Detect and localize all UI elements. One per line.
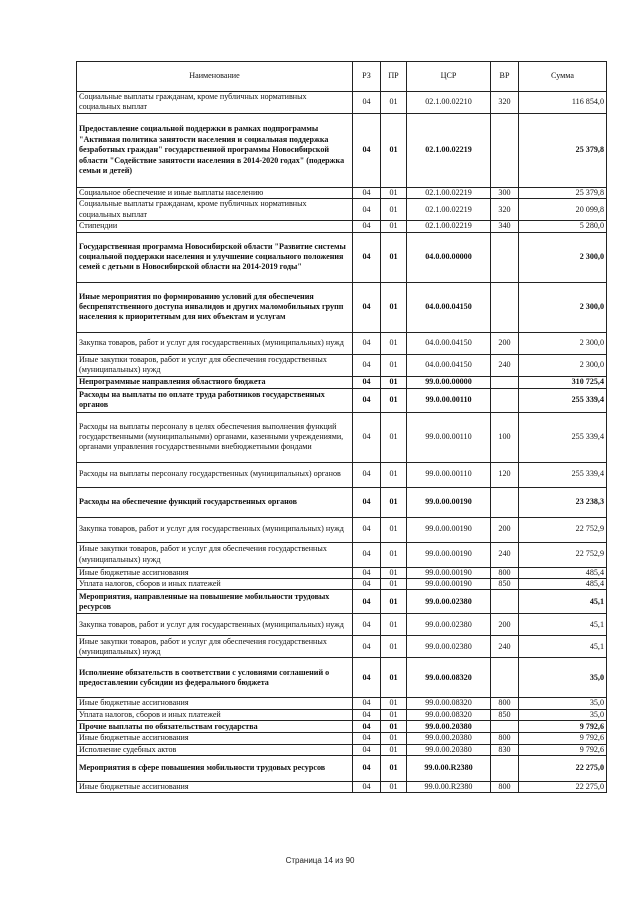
table-row (77, 590, 607, 614)
cell-pr: 01 (381, 388, 407, 412)
cell-rz: 04 (353, 487, 381, 517)
cell-rz: 04 (353, 282, 381, 332)
cell-vr: 800 (491, 782, 519, 793)
cell-csr: 99.0.00.20380 (407, 744, 491, 755)
cell-pr: 01 (381, 698, 407, 709)
table-row (77, 709, 607, 720)
cell-sum: 5 280,0 (519, 221, 607, 232)
cell-name: Иные закупки товаров, работ и услуг для обеспечения государственных (муниципальных) нужд (77, 636, 353, 658)
cell-sum: 22 275,0 (519, 756, 607, 782)
cell-name: Закупка товаров, работ и услуг для государственных (муниципальных) нужд (77, 332, 353, 354)
cell-pr: 01 (381, 462, 407, 487)
cell-name: Уплата налогов, сборов и иных платежей (77, 709, 353, 720)
cell-csr: 99.0.00.R2380 (407, 756, 491, 782)
cell-pr: 01 (381, 113, 407, 187)
table-row (77, 614, 607, 636)
cell-csr: 99.0.00.08320 (407, 698, 491, 709)
cell-rz: 04 (353, 744, 381, 755)
table-row (77, 376, 607, 388)
cell-sum: 22 752,9 (519, 517, 607, 542)
cell-name: Государственная программа Новосибирской области "Развитие системы социальной поддержки населения и улучшение социального положения семей с детьми в Новосибирской области на 2014-2019 годы" (77, 232, 353, 282)
cell-vr: 850 (491, 709, 519, 720)
cell-pr: 01 (381, 744, 407, 755)
cell-rz: 04 (353, 388, 381, 412)
page-number: Страница 14 из 90 (285, 856, 355, 865)
cell-rz: 04 (353, 113, 381, 187)
table-row (77, 658, 607, 698)
cell-pr: 01 (381, 517, 407, 542)
cell-rz: 04 (353, 614, 381, 636)
table-row (77, 733, 607, 744)
cell-name: Иные бюджетные ассигнования (77, 698, 353, 709)
cell-vr (491, 487, 519, 517)
table-row (77, 232, 607, 282)
cell-csr: 99.0.00.00110 (407, 462, 491, 487)
header-name: Наименование (77, 62, 353, 92)
cell-name: Социальные выплаты гражданам, кроме публичных нормативных социальных выплат (77, 92, 353, 114)
cell-vr: 830 (491, 744, 519, 755)
cell-sum: 25 379,8 (519, 113, 607, 187)
cell-vr: 200 (491, 614, 519, 636)
cell-vr: 200 (491, 332, 519, 354)
cell-sum: 116 854,0 (519, 92, 607, 114)
cell-rz: 04 (353, 462, 381, 487)
cell-vr (491, 282, 519, 332)
cell-rz: 04 (353, 517, 381, 542)
cell-csr: 99.0.00.02380 (407, 614, 491, 636)
cell-csr: 04.0.00.04150 (407, 332, 491, 354)
cell-csr: 99.0.00.08320 (407, 709, 491, 720)
table-row (77, 412, 607, 462)
cell-sum: 255 339,4 (519, 462, 607, 487)
table-row (77, 782, 607, 793)
cell-vr: 240 (491, 542, 519, 567)
table-row (77, 517, 607, 542)
cell-rz: 04 (353, 658, 381, 698)
cell-pr: 01 (381, 567, 407, 578)
cell-vr: 800 (491, 733, 519, 744)
cell-pr: 01 (381, 412, 407, 462)
cell-rz: 04 (353, 733, 381, 744)
cell-name: Иные бюджетные ассигнования (77, 567, 353, 578)
cell-vr: 320 (491, 199, 519, 221)
cell-name: Социальное обеспечение и иные выплаты населению (77, 187, 353, 198)
cell-pr: 01 (381, 221, 407, 232)
cell-rz: 04 (353, 332, 381, 354)
header-pr: ПР (381, 62, 407, 92)
cell-csr: 02.1.00.02219 (407, 113, 491, 187)
cell-sum: 9 792,6 (519, 744, 607, 755)
cell-sum: 310 725,4 (519, 376, 607, 388)
cell-pr: 01 (381, 187, 407, 198)
cell-name: Непрограммные направления областного бюджета (77, 376, 353, 388)
cell-csr: 99.0.00.00110 (407, 388, 491, 412)
cell-rz: 04 (353, 782, 381, 793)
table-row (77, 332, 607, 354)
cell-pr: 01 (381, 232, 407, 282)
table-row (77, 567, 607, 578)
header-vr: ВР (491, 62, 519, 92)
cell-vr: 200 (491, 517, 519, 542)
cell-sum: 22 752,9 (519, 542, 607, 567)
cell-pr: 01 (381, 332, 407, 354)
cell-pr: 01 (381, 376, 407, 388)
cell-name: Исполнение обязательств в соответствии с условиями соглашений о предоставлении субсидии из федерального бюджета (77, 658, 353, 698)
cell-vr: 850 (491, 579, 519, 590)
cell-sum: 22 275,0 (519, 782, 607, 793)
cell-csr: 99.0.00.20380 (407, 733, 491, 744)
cell-name: Мероприятия в сфере повышения мобильности трудовых ресурсов (77, 756, 353, 782)
cell-csr: 99.0.00.00190 (407, 579, 491, 590)
cell-rz: 04 (353, 232, 381, 282)
table-row (77, 721, 607, 733)
cell-csr: 04.0.00.04150 (407, 354, 491, 376)
table-body (77, 92, 607, 793)
cell-sum: 20 099,8 (519, 199, 607, 221)
cell-pr: 01 (381, 354, 407, 376)
cell-sum: 23 238,3 (519, 487, 607, 517)
cell-name: Стипендии (77, 221, 353, 232)
cell-name: Исполнение судебных актов (77, 744, 353, 755)
table-header-row (77, 62, 607, 92)
cell-vr (491, 721, 519, 733)
cell-pr: 01 (381, 542, 407, 567)
cell-sum: 35,0 (519, 709, 607, 720)
cell-sum: 9 792,6 (519, 721, 607, 733)
cell-rz: 04 (353, 376, 381, 388)
table-row (77, 636, 607, 658)
cell-csr: 99.0.00.08320 (407, 658, 491, 698)
cell-rz: 04 (353, 221, 381, 232)
cell-vr: 120 (491, 462, 519, 487)
cell-rz: 04 (353, 187, 381, 198)
cell-name: Расходы на выплаты по оплате труда работников государственных органов (77, 388, 353, 412)
cell-vr: 300 (491, 187, 519, 198)
cell-name: Прочие выплаты по обязательствам государства (77, 721, 353, 733)
cell-name: Иные закупки товаров, работ и услуг для обеспечения государственных (муниципальных) нужд (77, 542, 353, 567)
cell-pr: 01 (381, 782, 407, 793)
table-row (77, 542, 607, 567)
cell-sum: 35,0 (519, 658, 607, 698)
header-sum: Сумма (519, 62, 607, 92)
cell-vr (491, 376, 519, 388)
table-row (77, 698, 607, 709)
cell-pr: 01 (381, 92, 407, 114)
cell-pr: 01 (381, 756, 407, 782)
cell-pr: 01 (381, 282, 407, 332)
cell-sum: 2 300,0 (519, 232, 607, 282)
cell-rz: 04 (353, 721, 381, 733)
cell-sum: 45,1 (519, 590, 607, 614)
cell-rz: 04 (353, 756, 381, 782)
cell-vr: 800 (491, 567, 519, 578)
cell-name: Предоставление социальной поддержки в рамках подпрограммы "Активная политика занятости населения и социальная поддержка безработных граждан" государственной программы Новосибирской области "Содействие занятости населения в 2014-2020 годах" (подержка семьи и детей) (77, 113, 353, 187)
table-row (77, 221, 607, 232)
cell-csr: 99.0.00.00000 (407, 376, 491, 388)
cell-csr: 99.0.00.00190 (407, 517, 491, 542)
cell-name: Закупка товаров, работ и услуг для государственных (муниципальных) нужд (77, 517, 353, 542)
cell-rz: 04 (353, 636, 381, 658)
cell-vr: 240 (491, 636, 519, 658)
cell-rz: 04 (353, 567, 381, 578)
cell-pr: 01 (381, 487, 407, 517)
cell-csr: 99.0.00.02380 (407, 590, 491, 614)
table-row (77, 579, 607, 590)
table-row (77, 487, 607, 517)
cell-pr: 01 (381, 658, 407, 698)
cell-rz: 04 (353, 590, 381, 614)
cell-sum: 45,1 (519, 614, 607, 636)
cell-name: Иные бюджетные ассигнования (77, 782, 353, 793)
cell-vr (491, 113, 519, 187)
cell-vr (491, 232, 519, 282)
cell-name: Мероприятия, направленные на повышение мобильности трудовых ресурсов (77, 590, 353, 614)
cell-sum: 9 792,6 (519, 733, 607, 744)
cell-csr: 02.1.00.02219 (407, 187, 491, 198)
table-row (77, 354, 607, 376)
cell-name: Иные бюджетные ассигнования (77, 733, 353, 744)
cell-sum: 25 379,8 (519, 187, 607, 198)
table-row (77, 388, 607, 412)
cell-csr: 99.0.00.00190 (407, 487, 491, 517)
cell-rz: 04 (353, 199, 381, 221)
table-row (77, 744, 607, 755)
cell-sum: 45,1 (519, 636, 607, 658)
table-row (77, 462, 607, 487)
cell-csr: 02.1.00.02210 (407, 92, 491, 114)
cell-pr: 01 (381, 199, 407, 221)
cell-csr: 99.0.00.20380 (407, 721, 491, 733)
cell-csr: 99.0.00.02380 (407, 636, 491, 658)
cell-pr: 01 (381, 614, 407, 636)
cell-vr: 320 (491, 92, 519, 114)
cell-vr: 100 (491, 412, 519, 462)
cell-vr (491, 658, 519, 698)
cell-pr: 01 (381, 579, 407, 590)
cell-csr: 99.0.00.00190 (407, 542, 491, 567)
cell-name: Расходы на выплаты персоналу в целях обеспечения выполнения функций государственными (муниципальными) органами, казенными учреждениями, органами управления государственными внебюджетными фондами (77, 412, 353, 462)
cell-sum: 2 300,0 (519, 282, 607, 332)
cell-name: Социальные выплаты гражданам, кроме публичных нормативных социальных выплат (77, 199, 353, 221)
cell-rz: 04 (353, 698, 381, 709)
table-row (77, 92, 607, 114)
table-row (77, 756, 607, 782)
cell-rz: 04 (353, 92, 381, 114)
cell-rz: 04 (353, 542, 381, 567)
header-csr: ЦСР (407, 62, 491, 92)
cell-pr: 01 (381, 721, 407, 733)
cell-rz: 04 (353, 579, 381, 590)
cell-rz: 04 (353, 412, 381, 462)
cell-name: Расходы на обеспечение функций государственных органов (77, 487, 353, 517)
cell-vr: 800 (491, 698, 519, 709)
cell-pr: 01 (381, 709, 407, 720)
cell-vr: 340 (491, 221, 519, 232)
cell-csr: 99.0.00.00110 (407, 412, 491, 462)
cell-vr: 240 (491, 354, 519, 376)
table-row (77, 282, 607, 332)
table-row (77, 113, 607, 187)
cell-sum: 2 300,0 (519, 354, 607, 376)
cell-csr: 99.0.00.R2380 (407, 782, 491, 793)
cell-sum: 255 339,4 (519, 412, 607, 462)
budget-table (76, 61, 607, 793)
header-rz: РЗ (353, 62, 381, 92)
cell-csr: 04.0.00.04150 (407, 282, 491, 332)
cell-name: Уплата налогов, сборов и иных платежей (77, 579, 353, 590)
cell-sum: 2 300,0 (519, 332, 607, 354)
cell-pr: 01 (381, 733, 407, 744)
cell-vr (491, 756, 519, 782)
cell-csr: 99.0.00.00190 (407, 567, 491, 578)
cell-pr: 01 (381, 636, 407, 658)
cell-vr (491, 590, 519, 614)
table-row (77, 199, 607, 221)
cell-pr: 01 (381, 590, 407, 614)
cell-csr: 04.0.00.00000 (407, 232, 491, 282)
cell-sum: 485,4 (519, 567, 607, 578)
cell-sum: 485,4 (519, 579, 607, 590)
cell-name: Расходы на выплаты персоналу государственных (муниципальных) органов (77, 462, 353, 487)
cell-sum: 255 339,4 (519, 388, 607, 412)
cell-csr: 02.1.00.02219 (407, 221, 491, 232)
cell-name: Иные мероприятия по формированию условий для обеспечения беспрепятственного доступа инвалидов и других маломобильных групп населения к приоритетным для них объектам и услугам (77, 282, 353, 332)
cell-name: Иные закупки товаров, работ и услуг для обеспечения государственных (муниципальных) нужд (77, 354, 353, 376)
table-row (77, 187, 607, 198)
cell-csr: 02.1.00.02219 (407, 199, 491, 221)
cell-rz: 04 (353, 354, 381, 376)
cell-rz: 04 (353, 709, 381, 720)
cell-vr (491, 388, 519, 412)
cell-name: Закупка товаров, работ и услуг для государственных (муниципальных) нужд (77, 614, 353, 636)
cell-sum: 35,0 (519, 698, 607, 709)
